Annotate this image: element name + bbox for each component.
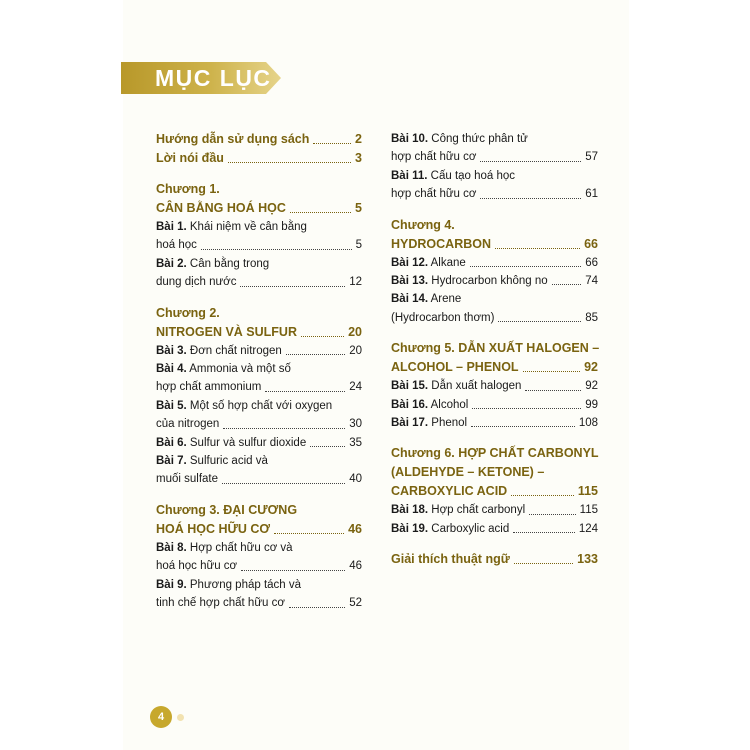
toc-entry-line — [156, 255, 362, 273]
toc-entry-text — [391, 550, 510, 569]
toc-entry-text — [391, 501, 525, 519]
toc-lesson-entry[interactable] — [391, 272, 598, 290]
toc-entry-text — [156, 557, 237, 575]
toc-entry-text — [156, 199, 286, 218]
toc-entry-text — [156, 304, 220, 323]
toc-entry-text — [391, 414, 467, 432]
toc-spacer — [391, 204, 598, 216]
toc-page-number: 85 — [585, 311, 598, 324]
toc-entry-text — [391, 130, 528, 148]
toc-entry-line — [391, 272, 598, 290]
toc-page-number: 57 — [585, 151, 598, 164]
toc-entry-title: Đơn chất nitrogen — [189, 344, 282, 357]
lesson-number: Bài 8. — [156, 541, 187, 554]
toc-entry-line — [156, 130, 362, 149]
dot-leader — [523, 371, 581, 372]
toc-entry-title: Phương pháp tách và — [189, 578, 302, 591]
toc-entry-line — [156, 199, 362, 218]
toc-front-matter-entry[interactable] — [156, 149, 362, 168]
toc-right-column — [391, 130, 598, 569]
toc-entry-line — [391, 414, 598, 432]
lesson-number: Bài 14. — [391, 293, 429, 306]
dot-leader — [290, 212, 351, 213]
toc-front-matter-entry[interactable] — [156, 130, 362, 149]
lesson-number: Bài 15. — [391, 380, 429, 393]
toc-entry-line — [156, 501, 362, 520]
toc-page-number: 2 — [355, 132, 362, 146]
toc-lesson-entry[interactable] — [391, 520, 598, 538]
toc-entry-text — [156, 149, 224, 168]
toc-lesson-entry[interactable] — [156, 360, 362, 397]
toc-entry-title: Alcohol — [430, 398, 469, 411]
page-number-badge: 4 — [150, 706, 172, 728]
toc-page-number: 92 — [585, 380, 598, 393]
toc-entry-line — [391, 520, 598, 538]
toc-entry-text — [391, 148, 476, 166]
lesson-number: Bài 6. — [156, 436, 187, 449]
toc-entry-text — [391, 358, 519, 377]
dot-leader — [240, 286, 345, 287]
toc-entry-line — [391, 339, 598, 358]
toc-entry-title: Chương 6. HỢP CHẤT CARBONYL — [391, 446, 599, 461]
toc-entry-text — [391, 309, 494, 327]
toc-entry-line — [391, 482, 598, 501]
toc-chapter-heading[interactable] — [391, 444, 598, 501]
toc-page-number: 99 — [585, 398, 598, 411]
toc-entry-title: Cấu tạo hoá học — [430, 169, 516, 182]
toc-entry-text — [391, 444, 599, 463]
toc-page-number: 92 — [584, 360, 598, 375]
toc-page-number: 61 — [585, 188, 598, 201]
toc-entry-line — [156, 470, 362, 488]
toc-entry-text — [391, 272, 548, 290]
toc-entry-line — [391, 148, 598, 166]
toc-entry-line — [156, 434, 362, 452]
toc-entry-title: ALCOHOL – PHENOL — [391, 360, 519, 375]
toc-page-number: 124 — [578, 522, 598, 535]
toc-entry-text — [156, 273, 236, 291]
toc-entry-title: Hợp chất hữu cơ và — [189, 541, 293, 554]
toc-lesson-entry[interactable] — [391, 414, 598, 432]
lesson-number: Bài 4. — [156, 363, 187, 376]
toc-entry-title: Alkane — [430, 256, 466, 269]
toc-page-number: 52 — [349, 597, 362, 610]
toc-entry-title: hợp chất ammonium — [156, 381, 262, 394]
toc-lesson-entry[interactable] — [156, 452, 362, 489]
toc-entry-text — [156, 360, 291, 378]
lesson-number: Bài 3. — [156, 344, 187, 357]
lesson-number: Bài 18. — [391, 504, 429, 517]
toc-page-number: 35 — [349, 436, 362, 449]
toc-entry-text — [391, 463, 544, 482]
lesson-number: Bài 9. — [156, 578, 187, 591]
toc-page-number: 20 — [349, 344, 362, 357]
dot-leader — [201, 249, 352, 250]
toc-page-number: 46 — [348, 521, 362, 536]
toc-entry-title: Dẫn xuất halogen — [431, 380, 522, 393]
toc-left-column — [156, 130, 362, 613]
dot-leader — [495, 248, 580, 249]
toc-entry-line — [156, 304, 362, 323]
dot-leader — [552, 284, 582, 285]
toc-spacer — [156, 489, 362, 501]
toc-chapter-heading[interactable] — [156, 501, 362, 539]
toc-entry-title: Một số hợp chất với oxygen — [189, 399, 333, 412]
toc-entry-title: (ALDEHYDE – KETONE) – — [391, 465, 545, 480]
toc-lesson-entry[interactable] — [391, 130, 598, 167]
toc-entry-line — [391, 550, 598, 569]
lesson-number: Bài 1. — [156, 221, 187, 233]
toc-entry-title: Lời nói đầu — [156, 151, 224, 165]
toc-entry-text — [391, 520, 509, 538]
lesson-number: Bài 17. — [391, 417, 429, 430]
dot-leader — [471, 426, 575, 427]
toc-entry-text — [156, 434, 306, 452]
dot-leader — [265, 391, 345, 392]
toc-entry-line — [156, 594, 362, 612]
toc-entry-line — [156, 218, 362, 236]
toc-entry-title: Giải thích thuật ngữ — [391, 552, 510, 567]
toc-page-number: 5 — [355, 201, 362, 215]
toc-lesson-entry[interactable] — [156, 539, 362, 576]
toc-lesson-entry[interactable] — [156, 218, 362, 255]
toc-entry-text — [156, 342, 282, 360]
toc-page-number: 66 — [584, 236, 598, 251]
toc-entry-title: dung dịch nước — [156, 276, 237, 289]
toc-chapter-heading[interactable] — [391, 339, 598, 377]
toc-page-number: 12 — [349, 276, 362, 289]
lesson-number: Bài 13. — [391, 275, 429, 288]
toc-page-number: 108 — [578, 417, 598, 430]
toc-entry-title: NITROGEN VÀ SULFUR — [156, 324, 297, 339]
toc-entry-title: Chương 3. ĐẠI CƯƠNG — [156, 502, 298, 517]
toc-entry-line — [156, 415, 362, 433]
toc-entry-line — [391, 501, 598, 519]
toc-entry-title: của nitrogen — [156, 418, 220, 431]
toc-entry-line — [391, 130, 598, 148]
toc-entry-line — [156, 149, 362, 168]
lesson-number: Bài 5. — [156, 399, 187, 412]
dot-leader — [289, 607, 345, 608]
toc-entry-title: HOÁ HỌC HỮU CƠ — [156, 521, 271, 536]
toc-entry-title: Sulfuric acid và — [189, 455, 268, 468]
dot-leader — [274, 533, 344, 534]
toc-entry-text — [156, 255, 269, 273]
toc-entry-title: tinh chế hợp chất hữu cơ — [156, 597, 285, 610]
toc-entry-line — [391, 290, 598, 308]
toc-chapter-heading[interactable] — [156, 180, 362, 218]
toc-entry-line — [156, 520, 362, 539]
toc-entry-text — [391, 377, 521, 395]
dot-leader — [529, 514, 576, 515]
toc-entry-title: Hướng dẫn sử dụng sách — [156, 132, 310, 146]
toc-page-number: 30 — [349, 418, 362, 431]
toc-front-matter-entry[interactable] — [391, 550, 598, 569]
dot-leader — [301, 336, 344, 337]
toc-spacer — [391, 327, 598, 339]
toc-spacer — [156, 292, 362, 304]
dot-leader — [480, 198, 581, 199]
toc-page-number: 5 — [355, 239, 362, 252]
toc-page-number: 20 — [348, 324, 362, 339]
dot-leader — [525, 390, 581, 391]
toc-entry-title: Arene — [430, 293, 462, 306]
toc-entry-title: Chương 4. — [391, 217, 455, 232]
toc-page-number: 115 — [577, 484, 598, 499]
toc-entry-text — [156, 236, 197, 254]
page-title: MỤC LỤC — [155, 65, 272, 91]
toc-entry-title: Hợp chất carbonyl — [431, 504, 526, 517]
toc-page-number: 115 — [579, 504, 598, 517]
toc-entry-line — [391, 377, 598, 395]
toc-entry-title: Cân bằng trong — [189, 257, 270, 270]
toc-entry-line — [391, 463, 598, 482]
toc-lesson-entry[interactable] — [391, 254, 598, 272]
toc-entry-text — [156, 539, 293, 557]
toc-entry-title: Chương 2. — [156, 305, 220, 320]
toc-entry-title: HYDROCARBON — [391, 236, 491, 251]
lesson-number: Bài 10. — [391, 133, 429, 145]
lesson-number: Bài 2. — [156, 257, 187, 270]
toc-lesson-entry[interactable] — [391, 396, 598, 414]
toc-entry-line — [391, 358, 598, 377]
toc-entry-text — [156, 397, 332, 415]
toc-entry-text — [391, 185, 476, 203]
dot-leader — [313, 143, 351, 144]
toc-entry-text — [156, 378, 261, 396]
toc-entry-line — [391, 216, 598, 235]
lesson-number: Bài 12. — [391, 256, 429, 269]
toc-page-number: 3 — [355, 151, 362, 165]
toc-entry-title: Khái niệm về cân bằng — [189, 221, 307, 233]
toc-entry-text — [156, 520, 270, 539]
toc-entry-text — [156, 576, 301, 594]
toc-lesson-entry[interactable] — [391, 290, 598, 327]
dot-leader — [286, 354, 345, 355]
toc-entry-line — [156, 452, 362, 470]
toc-entry-line — [391, 185, 598, 203]
toc-entry-text — [156, 594, 285, 612]
toc-entry-text — [391, 254, 466, 272]
toc-entry-line — [156, 576, 362, 594]
toc-entry-title: Phenol — [431, 417, 468, 430]
toc-entry-title: hợp chất hữu cơ — [391, 188, 477, 201]
toc-page-number: 74 — [585, 275, 598, 288]
toc-lesson-entry[interactable] — [156, 576, 362, 613]
toc-entry-text — [391, 482, 507, 501]
toc-spacer — [156, 168, 362, 180]
toc-page-number: 66 — [585, 256, 598, 269]
toc-entry-title: Hydrocarbon không no — [431, 275, 548, 288]
toc-entry-title: hợp chất hữu cơ — [391, 151, 477, 164]
dot-leader — [480, 161, 581, 162]
toc-entry-line — [391, 444, 598, 463]
toc-entry-title: CÂN BẰNG HOÁ HỌC — [156, 201, 286, 215]
toc-entry-title: Sulfur và sulfur dioxide — [189, 436, 307, 449]
toc-entry-line — [156, 342, 362, 360]
toc-entry-line — [391, 235, 598, 254]
toc-entry-title: CARBOXYLIC ACID — [391, 484, 508, 499]
toc-entry-title: Chương 1. — [156, 182, 220, 196]
toc-entry-text — [156, 415, 219, 433]
lesson-number: Bài 11. — [391, 169, 428, 182]
toc-entry-text — [391, 235, 491, 254]
toc-entry-line — [156, 273, 362, 291]
toc-entry-title: hoá học — [156, 239, 197, 252]
dot-leader — [511, 495, 574, 496]
toc-entry-title: hoá học hữu cơ — [156, 560, 238, 573]
lesson-number: Bài 16. — [391, 398, 429, 411]
toc-entry-line — [156, 180, 362, 199]
toc-entry-text — [156, 323, 297, 342]
toc-entry-text — [156, 218, 307, 236]
toc-entry-line — [391, 309, 598, 327]
dot-leader — [310, 446, 345, 447]
dot-leader — [241, 570, 345, 571]
toc-lesson-entry[interactable] — [391, 377, 598, 395]
toc-chapter-heading[interactable] — [156, 304, 362, 342]
dot-leader — [228, 162, 351, 163]
toc-entry-title: Carboxylic acid — [431, 522, 510, 535]
toc-lesson-entry[interactable] — [156, 342, 362, 360]
toc-entry-text — [391, 339, 599, 358]
toc-chapter-heading[interactable] — [391, 216, 598, 254]
toc-page-number: 46 — [349, 560, 362, 573]
page-number-decoration — [177, 714, 184, 721]
toc-entry-text — [156, 501, 297, 520]
lesson-number: Bài 19. — [391, 522, 429, 535]
title-banner — [121, 62, 281, 94]
toc-entry-text — [156, 180, 220, 199]
toc-spacer — [391, 432, 598, 444]
toc-entry-line — [156, 360, 362, 378]
toc-entry-line — [156, 397, 362, 415]
toc-entry-line — [156, 557, 362, 575]
toc-entry-line — [156, 539, 362, 557]
dot-leader — [222, 483, 345, 484]
toc-lesson-entry[interactable] — [156, 434, 362, 452]
toc-entry-text — [156, 452, 268, 470]
toc-entry-line — [156, 323, 362, 342]
toc-lesson-entry[interactable] — [391, 501, 598, 519]
toc-lesson-entry[interactable] — [156, 397, 362, 434]
toc-entry-title: Công thức phân tử — [431, 133, 528, 145]
toc-page-number: 24 — [349, 381, 362, 394]
toc-entry-text — [391, 167, 515, 185]
toc-entry-title: muối sulfate — [156, 473, 219, 486]
toc-page-number: 40 — [349, 473, 362, 486]
toc-entry-line — [156, 378, 362, 396]
dot-leader — [498, 321, 581, 322]
toc-lesson-entry[interactable] — [156, 255, 362, 292]
dot-leader — [470, 266, 581, 267]
toc-entry-line — [156, 236, 362, 254]
dot-leader — [513, 532, 575, 533]
toc-entry-text — [156, 470, 218, 488]
toc-page-number: 133 — [577, 552, 598, 567]
lesson-number: Bài 7. — [156, 455, 187, 468]
toc-lesson-entry[interactable] — [391, 167, 598, 204]
toc-entry-text — [391, 290, 461, 308]
toc-entry-line — [391, 396, 598, 414]
toc-entry-line — [391, 254, 598, 272]
toc-entry-title: Ammonia và một số — [189, 363, 291, 376]
toc-entry-text — [391, 396, 468, 414]
dot-leader — [223, 428, 345, 429]
toc-spacer — [391, 538, 598, 550]
toc-entry-text — [391, 216, 455, 235]
toc-entry-text — [156, 130, 309, 149]
toc-entry-title: (Hydrocarbon thơm) — [391, 311, 495, 324]
dot-leader — [472, 408, 581, 409]
dot-leader — [514, 563, 573, 564]
toc-entry-line — [391, 167, 598, 185]
toc-entry-title: Chương 5. DẪN XUẤT HALOGEN – — [391, 341, 600, 356]
